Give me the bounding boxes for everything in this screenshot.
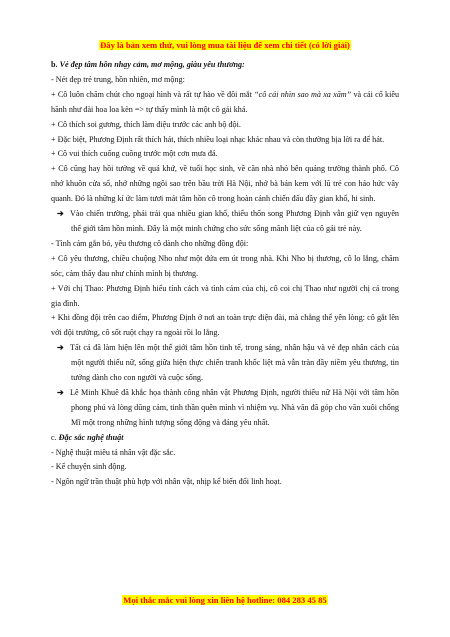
paragraph: - Ngôn ngữ trần thuật phù hợp với nhân vật, nhịp kể biến đổi linh hoạt. xyxy=(51,477,282,487)
preview-notice-banner xyxy=(0,40,450,50)
section-c-number: c. xyxy=(51,432,57,442)
right-arrow-icon: ➔ xyxy=(57,387,64,397)
conclusion-text: Lê Minh Khuê đã khắc họa thành công nhân vật Phương Định, người thiếu nữ Hà Nội với tâm hồn phong phú và lòng dũng cảm, tinh thần quên mình vì nhiệm vụ. Nhà văn đã góp cho văn xuôi chống Mĩ một trong những hình tượng sống động và đáng yêu nhất. xyxy=(70,387,399,427)
conclusion-text: Tất cả đã làm hiện lên một thế giới tâm hồn tinh tế, trong sáng, nhân hậu và vẻ đẹp nhân cách của một người thiếu nữ, sống giữa hiện thực chiến tranh khốc liệt mà vẫn tràn đầy niềm yêu thương, tin tưởng dành cho con người và cuộc sống. xyxy=(70,343,399,383)
paragraph-text: và cái cổ kiêu hãnh như đài hoa loa kèn => tự thấy mình là một cô gái khá. xyxy=(51,89,400,114)
paragraph: - Tình cảm gắn bó, yêu thương cô dành cho những đồng đội: xyxy=(51,238,249,248)
paragraph: + Cô yêu thương, chiều chuộng Nho như một đứa em út trong nhà. Khi Nho bị thương, cô lo lắng, chăm sóc, cảm thấy đau như chính mình bị thương. xyxy=(51,253,399,278)
document-body xyxy=(51,58,399,490)
paragraph: + Đặc biệt, Phương Định rất thích hát, thích nhiều loại nhạc khác nhau và còn thường bịa lời ra để hát. xyxy=(51,134,385,144)
paragraph: - Nghệ thuật miêu tả nhân vật đặc sắc. xyxy=(51,447,176,457)
paragraph-text: + Cô luôn chăm chút cho ngoại hình và rất tự hào về đôi mắt xyxy=(51,89,255,99)
section-b-heading xyxy=(51,58,399,73)
section-b-number: b. xyxy=(51,60,58,69)
section-b-title: Vẻ đẹp tâm hồn nhạy cảm, mơ mộng, giàu yêu thương: xyxy=(59,60,245,69)
hotline-text: Mọi thắc mắc vui lòng xin liên hệ hotline: 084 283 45 85 xyxy=(123,595,327,605)
paragraph: + Với chị Thao: Phương Định hiểu tính cách và tình cảm của chị, cô coi chị Thao như người chị cả trong gia đình. xyxy=(51,283,399,308)
right-arrow-icon: ➔ xyxy=(57,343,64,353)
right-arrow-icon: ➔ xyxy=(57,209,64,219)
conclusion-paragraph xyxy=(51,341,399,386)
quote-text: “cô cái nhìn sao mà xa xăm” xyxy=(254,89,352,99)
paragraph: + Cô thích soi gương, thích làm điệu trước các anh bộ đội. xyxy=(51,119,241,129)
conclusion-text: Vào chiến trường, phải trải qua nhiều gian khổ, thiếu thốn song Phương Định vẫn giữ vẹn nguyên thế giới tâm hồn mình. Đây là một minh chứng cho sức sống mãnh liệt của cô gái trẻ này. xyxy=(70,209,399,233)
paragraph xyxy=(51,88,399,118)
section-c-heading xyxy=(51,431,399,446)
paragraph: - Nét đẹp trẻ trung, hồn nhiên, mơ mộng: xyxy=(51,74,185,84)
paragraph: + Cô vui thích cuống cuồng trước một cơn mưa đá. xyxy=(51,149,218,159)
paragraph: + Khi đồng đội trên cao điểm, Phương Định ở nơi an toàn trực điện đài, mà chẳng thể yên lòng: cô gắt lên với đội trưởng, cô sốt ruột chạy ra ngoài rồi lo lắng. xyxy=(51,313,399,338)
hotline-banner xyxy=(0,595,450,605)
conclusion-paragraph xyxy=(51,386,399,431)
paragraph: + Cô cũng hay hồi tưởng về quá khứ, về tuổi học sinh, về căn nhà nhỏ bên quảng trường thành phố. Cô nhớ khuôn cửa sổ, nhớ những ngôi sao trên bầu trời Hà Nội, nhớ bà bán kem với lũ trẻ con háo hức vây quanh. Đó là những kí ức làm tươi mát tâm hồn cô trong hoàn cảnh chiến đấu đầy gian khổ, hi sinh. xyxy=(51,164,399,204)
preview-notice-text: Đây là bản xem thử, vui lòng mua tài liệu để xem chi tiết (có lời giải) xyxy=(100,40,350,50)
paragraph: - Kể chuyện sinh động. xyxy=(51,462,127,472)
section-c-title: Đặc sắc nghệ thuật xyxy=(58,432,124,442)
conclusion-paragraph xyxy=(51,207,399,237)
